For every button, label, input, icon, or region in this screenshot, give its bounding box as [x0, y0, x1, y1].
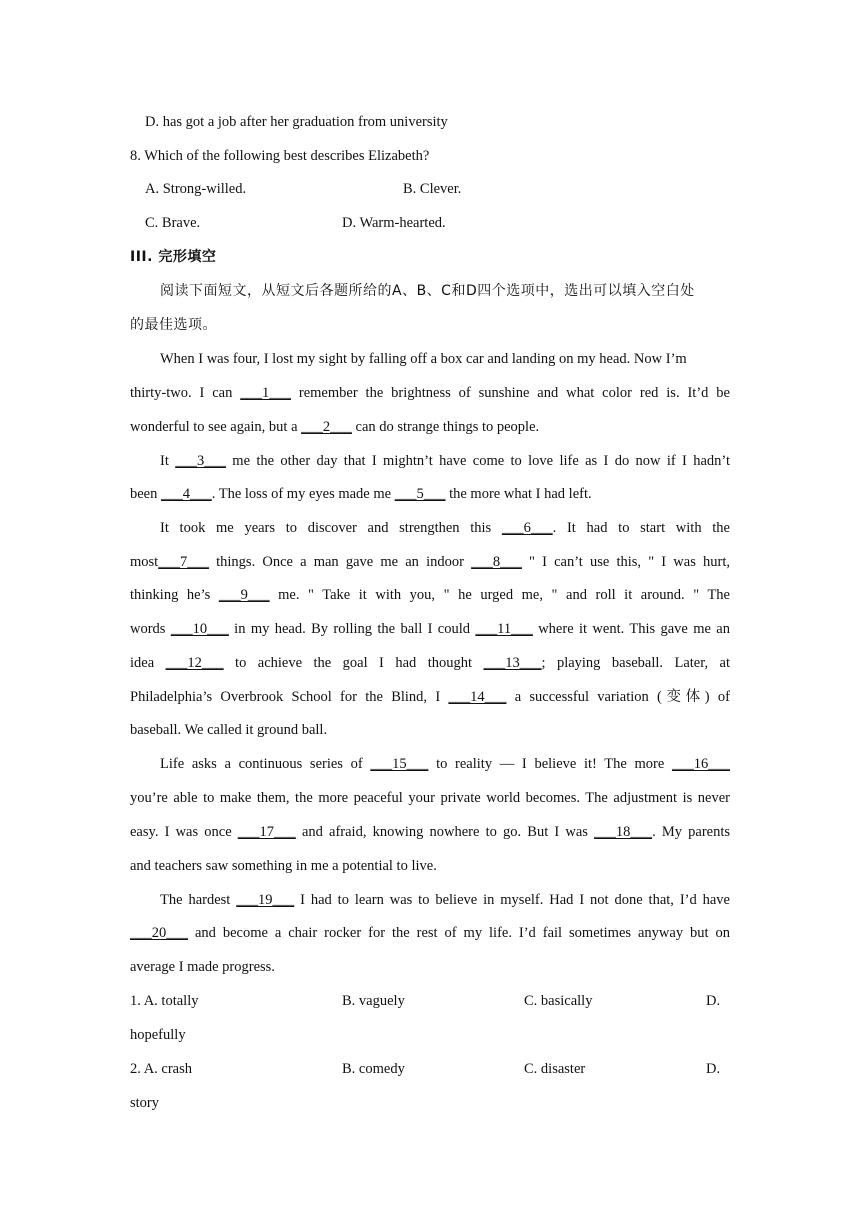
prev-question-option-d: D. has got a job after her graduation from university	[145, 114, 448, 130]
passage-line	[130, 923, 730, 943]
blank-1: ___1___	[240, 385, 291, 401]
passage-text: I had to learn was to believe in myself. Had I not done that, I’d have	[294, 892, 730, 908]
blank-2: ___2___	[301, 419, 352, 435]
passage-text: to achieve the goal I had thought	[223, 655, 484, 671]
blank-6: ___6___	[501, 520, 553, 536]
passage-text: average I made progress.	[130, 959, 275, 975]
question-2-option-b: B. comedy	[342, 1061, 405, 1077]
passage-line	[160, 518, 730, 538]
passage-text: Life asks a continuous series of	[160, 756, 371, 772]
passage-text: baseball. We called it ground ball.	[130, 722, 328, 738]
question-8-option-a: A. Strong-willed.	[145, 181, 247, 197]
passage-text: me. " Take it with you, " he urged me, " and roll it around. " The	[269, 587, 730, 603]
blank-7: ___7___	[158, 554, 209, 570]
passage-text: It	[160, 453, 176, 469]
passage-text: been	[130, 486, 161, 502]
passage-text: most	[130, 554, 159, 570]
passage-text: . The loss of my eyes made me	[211, 486, 395, 502]
passage-text: remember the brightness of sunshine and what color red is. It’d be	[291, 385, 730, 401]
passage-line	[130, 720, 730, 740]
passage-text: in my head. By rolling the ball I could	[228, 621, 476, 637]
question-1-option-c: C. basically	[524, 993, 593, 1009]
passage-text: idea	[130, 655, 166, 671]
question-1-option-d: D.	[706, 993, 721, 1009]
blank-4: ___4___	[161, 486, 212, 502]
blank-10: ___10___	[170, 621, 229, 637]
passage-line	[160, 349, 730, 369]
passage-text: where it went. This gave me an	[532, 621, 730, 637]
question-2-option-a: 2. A. crash	[130, 1061, 193, 1077]
passage-line	[130, 687, 730, 707]
passage-text: easy. I was once	[130, 824, 238, 840]
blank-19: ___19___	[236, 892, 295, 908]
blank-9: ___9___	[218, 587, 270, 603]
passage-line	[160, 890, 730, 910]
section-instruction-line-2: 的最佳选项。	[130, 317, 217, 333]
passage-text: ; playing baseball. Later, at	[541, 655, 730, 671]
passage-text: things. Once a man gave me an indoor	[208, 554, 472, 570]
passage-text: and afraid, knowing nowhere to go. But I was	[295, 824, 595, 840]
passage-text: . It had to start with the	[552, 520, 730, 536]
passage-text: words	[130, 621, 171, 637]
question-8-option-b: B. Clever.	[403, 181, 462, 197]
passage-text: and teachers saw something in me a potential to live.	[130, 858, 437, 874]
passage-line	[130, 484, 730, 504]
passage-line	[160, 754, 730, 774]
blank-12: ___12___	[165, 655, 224, 671]
passage-text: Philadelphia’s Overbrook School for the Blind, I	[130, 689, 449, 705]
blank-13: ___13___	[483, 655, 542, 671]
passage-line	[130, 856, 730, 876]
passage-text: wonderful to see again, but a	[130, 419, 302, 435]
passage-line	[130, 585, 730, 605]
section-heading: III. 完形填空	[130, 249, 217, 265]
blank-5: ___5___	[394, 486, 446, 502]
blank-15: ___15___	[370, 756, 429, 772]
passage-text: and become a chair rocker for the rest of my life. I’d fail sometimes anyway but on	[188, 925, 730, 941]
question-8-option-c: C. Brave.	[145, 215, 201, 231]
blank-14: ___14___	[448, 689, 507, 705]
passage-line	[130, 552, 730, 572]
question-8-stem: 8. Which of the following best describes Elizabeth?	[130, 148, 430, 164]
passage-line	[130, 619, 730, 639]
blank-16: ___16___	[672, 756, 730, 772]
question-2-option-d: D.	[706, 1061, 721, 1077]
passage-text: When I was four, I lost my sight by falling off a box car and landing on my head. Now I’m	[160, 351, 687, 367]
passage-text: to reality — I believe it! The more	[428, 756, 672, 772]
passage-text: " I can’t use this, " I was hurt,	[521, 554, 730, 570]
blank-8: ___8___	[471, 554, 522, 570]
blank-20: ___20___	[130, 925, 188, 941]
passage-text: the more what I had left.	[445, 486, 592, 502]
passage-line	[160, 451, 730, 471]
section-instruction-line-1: 阅读下面短文，从短文后各题所给的A、B、C和D四个选项中，选出可以填入空白处	[160, 283, 695, 299]
passage-text: can do strange things to people.	[351, 419, 540, 435]
passage-text: . My parents	[652, 824, 730, 840]
passage-line	[130, 957, 730, 977]
question-1-option-d-text: hopefully	[130, 1027, 186, 1043]
question-2-option-d-text: story	[130, 1095, 159, 1111]
passage-text: you’re able to make them, the more peaceful your private world becomes. The adjustment is never	[130, 790, 730, 806]
blank-18: ___18___	[594, 824, 653, 840]
passage-text: thirty-two. I can	[130, 385, 241, 401]
blank-11: ___11___	[475, 621, 533, 637]
passage-line	[130, 383, 730, 403]
blank-17: ___17___	[237, 824, 296, 840]
passage-text: me the other day that I mightn’t have come to love life as I do now if I hadn’t	[225, 453, 731, 469]
passage-line	[130, 788, 730, 808]
passage-text: thinking he’s	[130, 587, 219, 603]
passage-line	[130, 822, 730, 842]
question-1-option-b: B. vaguely	[342, 993, 405, 1009]
question-2-option-c: C. disaster	[524, 1061, 586, 1077]
passage-text: It took me years to discover and strengthen this	[160, 520, 502, 536]
passage-line	[130, 653, 730, 673]
question-1-option-a: 1. A. totally	[130, 993, 199, 1009]
passage-text: The hardest	[160, 892, 237, 908]
blank-3: ___3___	[175, 453, 226, 469]
question-8-option-d: D. Warm-hearted.	[342, 215, 446, 231]
passage-text: a successful variation (变体) of	[506, 689, 730, 705]
passage-line	[130, 417, 730, 437]
